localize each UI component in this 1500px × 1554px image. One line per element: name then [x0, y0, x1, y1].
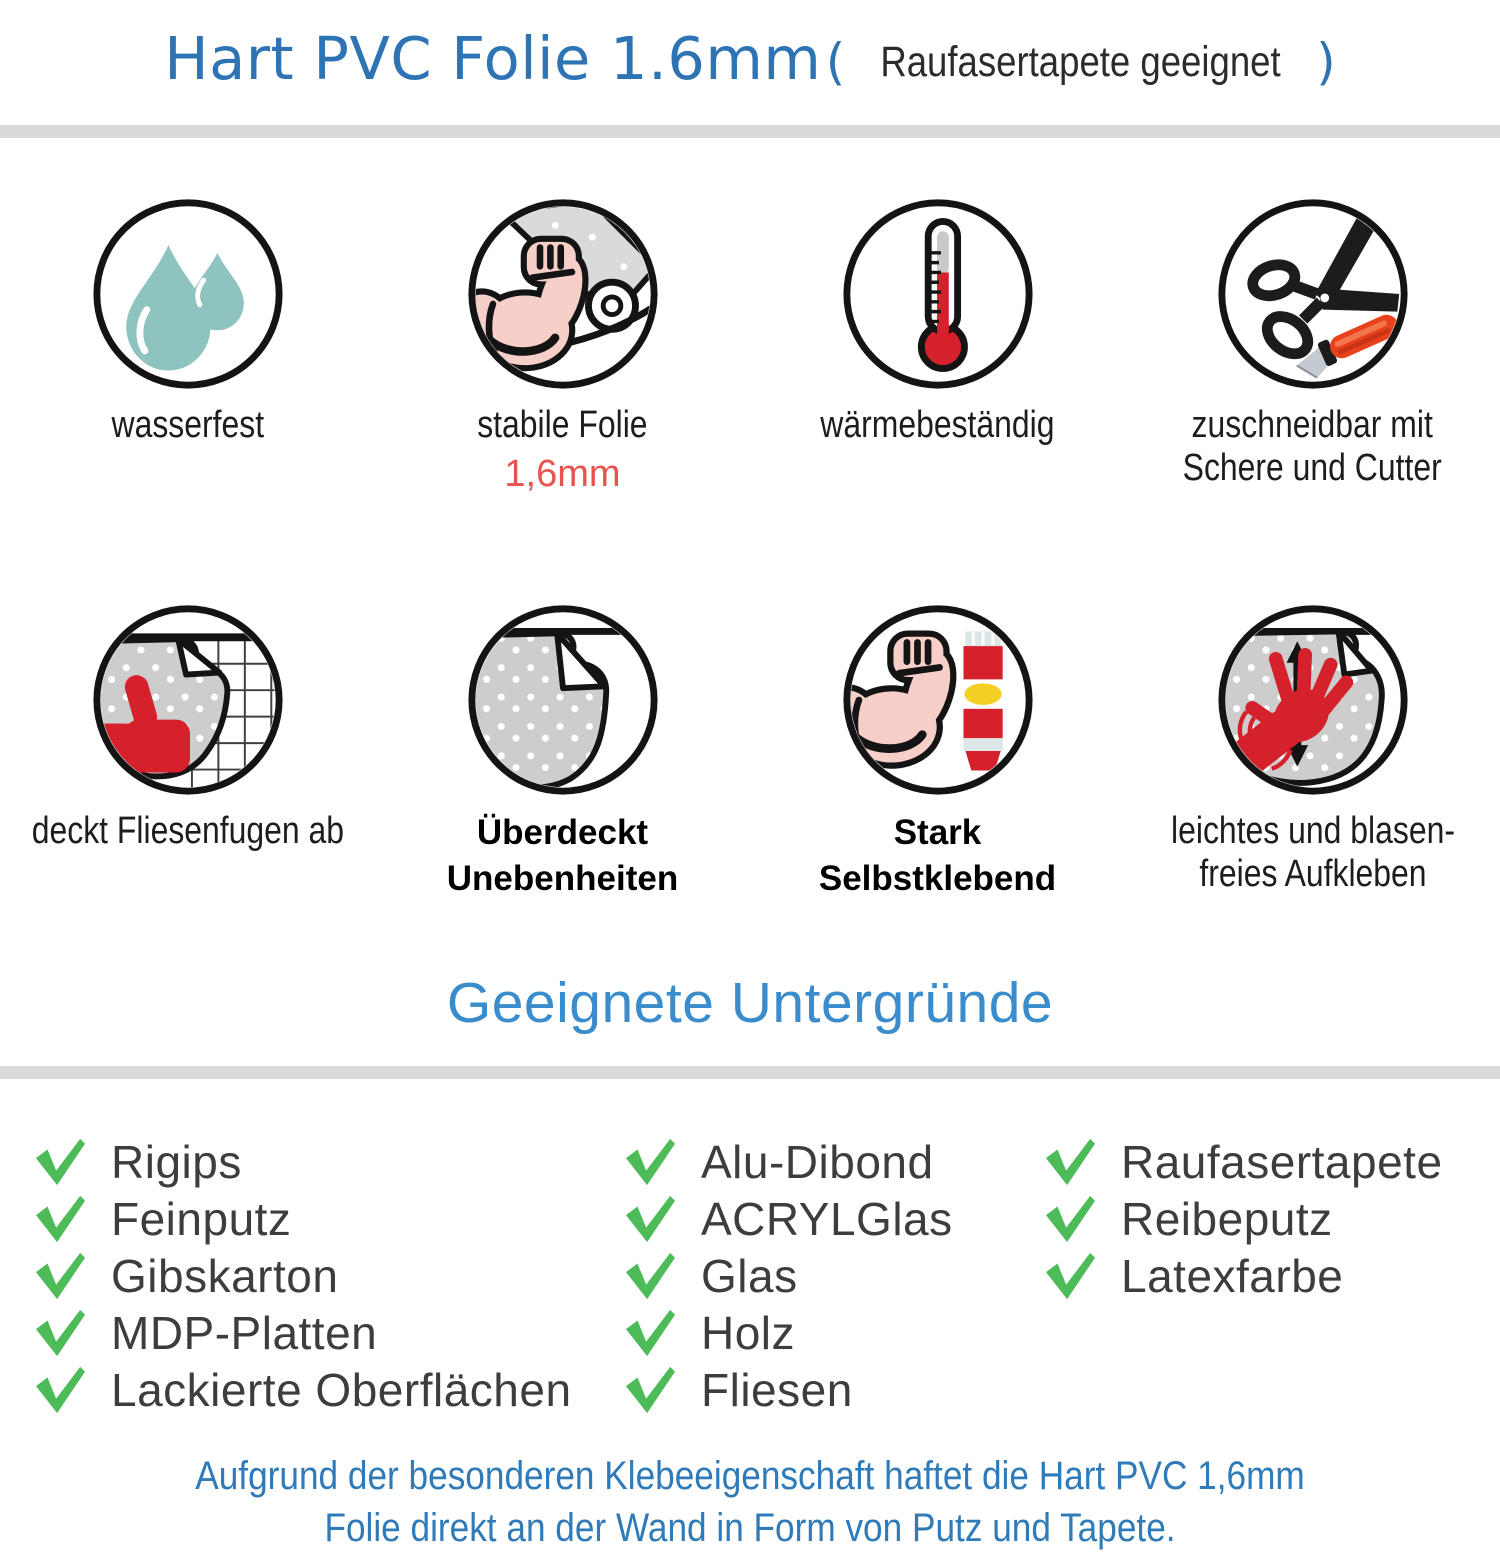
surface-item: Fliesen [625, 1361, 1045, 1418]
feature-label: Überdeckt Unebenheiten [446, 813, 679, 899]
surface-item: Gibskarton [35, 1247, 625, 1304]
feature-waermebestaendig [750, 196, 1125, 544]
surface-item: Holz [625, 1304, 1045, 1361]
thermometer-icon [840, 196, 1036, 392]
surfaces-column-2 [625, 1133, 1045, 1418]
check-icon [35, 1365, 85, 1415]
surfaces-checklist [0, 1133, 1500, 1418]
feature-label: wärmebeständig [820, 404, 1055, 446]
check-icon [625, 1137, 675, 1187]
title-paren-close: ) [1316, 33, 1336, 91]
muscle-glue-icon [840, 602, 1036, 798]
foil-fold-icon [465, 602, 661, 798]
surface-item: Feinputz [35, 1190, 625, 1247]
surface-item: Rigips [35, 1133, 625, 1190]
feature-fliesenfugen [0, 602, 375, 938]
muscle-foil-icon [465, 196, 661, 392]
feature-stabile-folie [375, 196, 750, 544]
hand-press-icon [1215, 602, 1411, 798]
feature-ueberdeckt [375, 602, 750, 938]
check-icon [625, 1251, 675, 1301]
check-icon [625, 1308, 675, 1358]
check-icon [35, 1194, 85, 1244]
divider [0, 1066, 1500, 1079]
check-icon [35, 1137, 85, 1187]
check-icon [1045, 1194, 1095, 1244]
section-title: Geeignete Untergründe [446, 971, 1054, 1035]
title-subtitle: Raufasertapete geeignet [880, 38, 1281, 86]
check-icon [35, 1308, 85, 1358]
surface-item: ACRYLGlas [625, 1190, 1045, 1247]
check-icon [625, 1194, 675, 1244]
feature-label: wasserfest [111, 404, 264, 446]
tile-thumbs-up-icon [90, 602, 286, 798]
feature-zuschneidbar [1125, 196, 1500, 544]
surface-item: Alu-Dibond [625, 1133, 1045, 1190]
feature-label: deckt Fliesenfugen ab [31, 810, 344, 852]
page-title [0, 0, 1500, 125]
footer-line-2: Folie direkt an der Wand in Form von Putz und Tapete. [324, 1506, 1176, 1550]
check-icon [625, 1365, 675, 1415]
surface-item: Lackierte Oberflächen [35, 1361, 625, 1418]
feature-selbstklebend [750, 602, 1125, 938]
surface-item: Reibeputz [1045, 1190, 1500, 1247]
title-paren-open: ( [825, 33, 846, 91]
feature-sublabel-thickness: 1,6mm [504, 452, 621, 495]
check-icon [1045, 1137, 1095, 1187]
feature-aufkleben [1125, 602, 1500, 938]
check-icon [35, 1251, 85, 1301]
footer-note [0, 1450, 1500, 1554]
scissors-cutter-icon [1215, 196, 1411, 392]
feature-label: zuschneidbar mit Schere und Cutter [1182, 404, 1443, 489]
surface-item: Latexfarbe [1045, 1247, 1500, 1304]
feature-label: Stark Selbstklebend [818, 813, 1057, 899]
feature-row-1 [0, 196, 1500, 544]
title-text: Hart PVC Folie 1.6mm [164, 24, 822, 93]
feature-label: stabile Folie [477, 404, 648, 446]
surface-item: Raufasertapete [1045, 1133, 1500, 1190]
feature-wasserfest [0, 196, 375, 544]
water-drops-icon [90, 196, 286, 392]
feature-row-2 [0, 602, 1500, 938]
divider [0, 125, 1500, 138]
surface-item: Glas [625, 1247, 1045, 1304]
surfaces-column-3 [1045, 1133, 1500, 1418]
surfaces-column-1 [35, 1133, 625, 1418]
footer-line-1: Aufgrund der besonderen Klebeeigenschaft haftet die Hart PVC 1,6mm [195, 1454, 1305, 1498]
surface-item: MDP-Platten [35, 1304, 625, 1361]
feature-label: leichtes und blasen- freies Aufkleben [1170, 810, 1455, 895]
check-icon [1045, 1251, 1095, 1301]
